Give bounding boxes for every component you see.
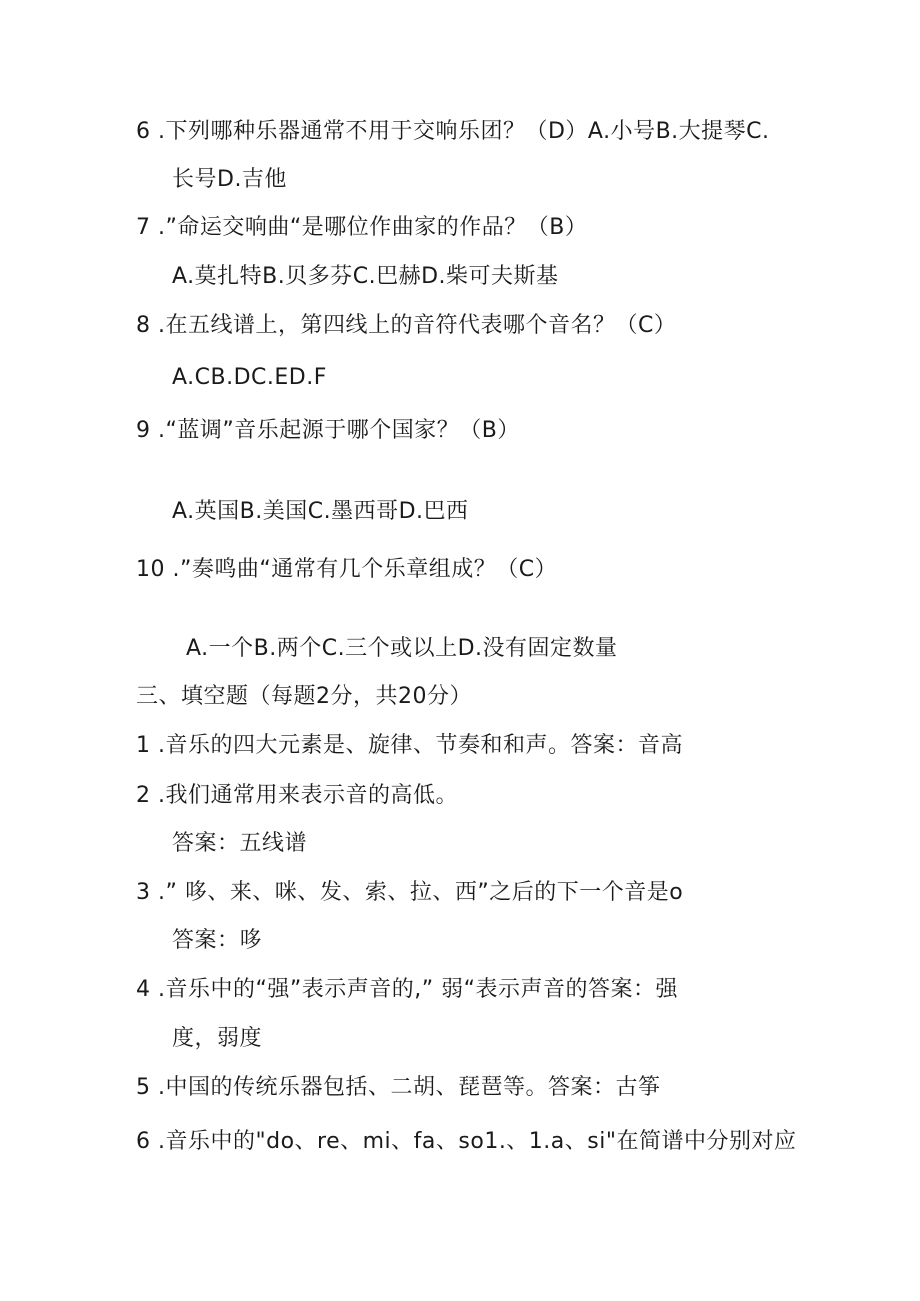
question-7-options: A.莫扎特B.贝多芬C.巴赫D.柴可夫斯基 — [172, 264, 559, 289]
question-10-text: 10 .”奏鸣曲“通常有几个乐章组成？（C） — [136, 557, 558, 582]
question-9-options: A.英国B.美国C.墨西哥D.巴西 — [172, 499, 469, 524]
fill-6-text: 6 .音乐中的"do、re、mi、fa、so1.、1.a、si"在简谱中分别对应 — [136, 1129, 797, 1154]
fill-1-text: 1 .音乐的四大元素是、旋律、节奏和和声。答案：音高 — [136, 733, 683, 758]
fill-4-answer-cont: 度，弱度 — [172, 1026, 263, 1051]
question-8-text: 8 .在五线谱上，第四线上的音符代表哪个音名？（C） — [136, 313, 677, 338]
fill-4-text: 4 .音乐中的“强”表示声音的,” 弱“表示声音的答案：强 — [136, 977, 679, 1002]
fill-5-text: 5 .中国的传统乐器包括、二胡、琵琶等。答案：古筝 — [136, 1075, 661, 1100]
section-heading: 三、填空题（每题2分，共20分） — [136, 684, 472, 709]
question-7-text: 7 .”命运交响曲“是哪位作曲家的作品？（B） — [136, 215, 588, 240]
fill-2-answer: 答案：五线谱 — [172, 831, 308, 856]
question-9-text: 9 .“蓝调”音乐起源于哪个国家？（B） — [136, 418, 520, 443]
question-6-options-cont: 长号D.吉他 — [172, 167, 287, 192]
fill-2-text: 2 .我们通常用来表示音的高低。 — [136, 783, 458, 808]
question-8-options: A.CB.DC.ED.F — [172, 365, 327, 390]
question-10-options: A.一个B.两个C.三个或以上D.没有固定数量 — [186, 636, 618, 661]
question-6-text: 6 .下列哪种乐器通常不用于交响乐团？（D）A.小号B.大提琴C. — [136, 119, 770, 144]
fill-3-text: 3 .” 哆、来、咪、发、索、拉、西”之后的下一个音是o — [136, 880, 684, 905]
fill-3-answer: 答案：哆 — [172, 928, 263, 953]
